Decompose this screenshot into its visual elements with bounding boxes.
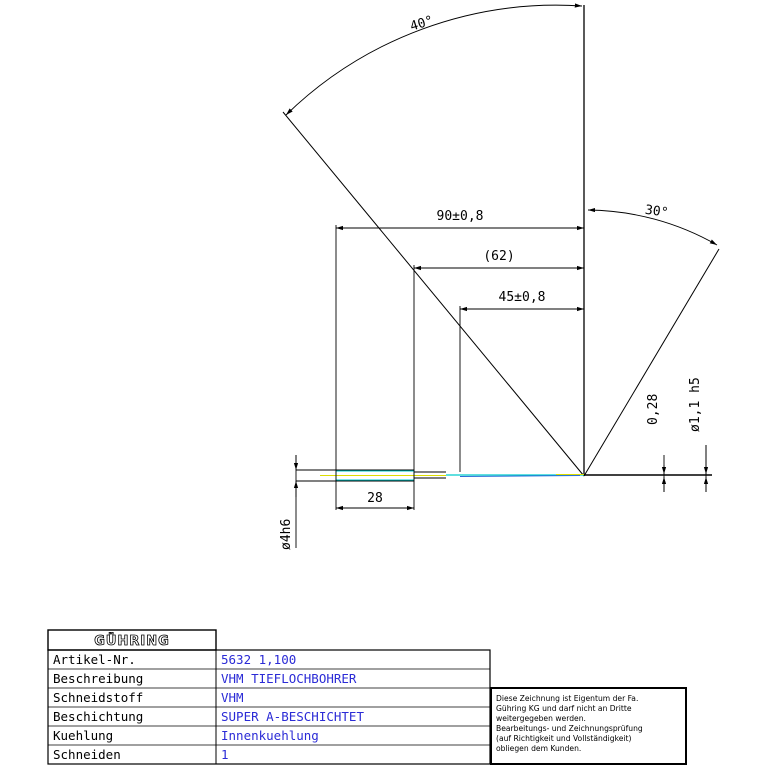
row-value-artikel: 5632 1,100 — [221, 652, 297, 667]
dimension-lines — [286, 5, 717, 548]
row-label-kuehlung: Kuehlung — [53, 728, 114, 743]
row-value-beschichtung: SUPER A-BESCHICHTET — [221, 709, 364, 724]
length-total-label: 90±0,8 — [436, 209, 484, 224]
length-tip-label: 45±0,8 — [498, 290, 546, 305]
row-label-schneidstoff: Schneidstoff — [53, 690, 144, 705]
ownership-note — [496, 694, 643, 753]
length-shank-label: 28 — [367, 491, 383, 506]
row-value-schneidstoff: VHM — [221, 690, 244, 705]
length-flute-label: (62) — [483, 249, 515, 264]
guehring-logo: GÜHRING — [94, 634, 170, 649]
note-line: obliegen dem Kunden. — [496, 744, 582, 753]
diameter-shank-label: ø4h6 — [279, 518, 294, 550]
note-line: Diese Zeichnung ist Eigentum der Fa. — [496, 694, 639, 703]
row-label-beschreibung: Beschreibung — [53, 671, 144, 686]
note-line: Bearbeitungs- und Zeichnungsprüfung — [496, 724, 643, 733]
note-line: Gühring KG und darf nicht an Dritte — [496, 704, 632, 713]
row-label-schneiden: Schneiden — [53, 747, 121, 762]
angle-top-label: 40° — [408, 13, 436, 35]
note-line: (auf Richtigkeit und Vollständigkeit) — [496, 734, 632, 743]
angle-side-label: 30° — [643, 202, 670, 221]
row-label-beschichtung: Beschichtung — [53, 709, 144, 724]
coolant-channel — [320, 471, 584, 480]
diameter-tip-label: ø1,1 h5 — [688, 377, 703, 432]
row-value-beschreibung: VHM TIEFLOCHBOHRER — [221, 671, 357, 686]
row-value-schneiden: 1 — [221, 747, 229, 762]
diameter-coolant-label: 0,28 — [646, 393, 661, 425]
row-value-kuehlung: Innenkuehlung — [221, 728, 319, 743]
row-label-artikel: Artikel-Nr. — [53, 652, 136, 667]
note-line: weitergegeben werden. — [496, 714, 586, 723]
